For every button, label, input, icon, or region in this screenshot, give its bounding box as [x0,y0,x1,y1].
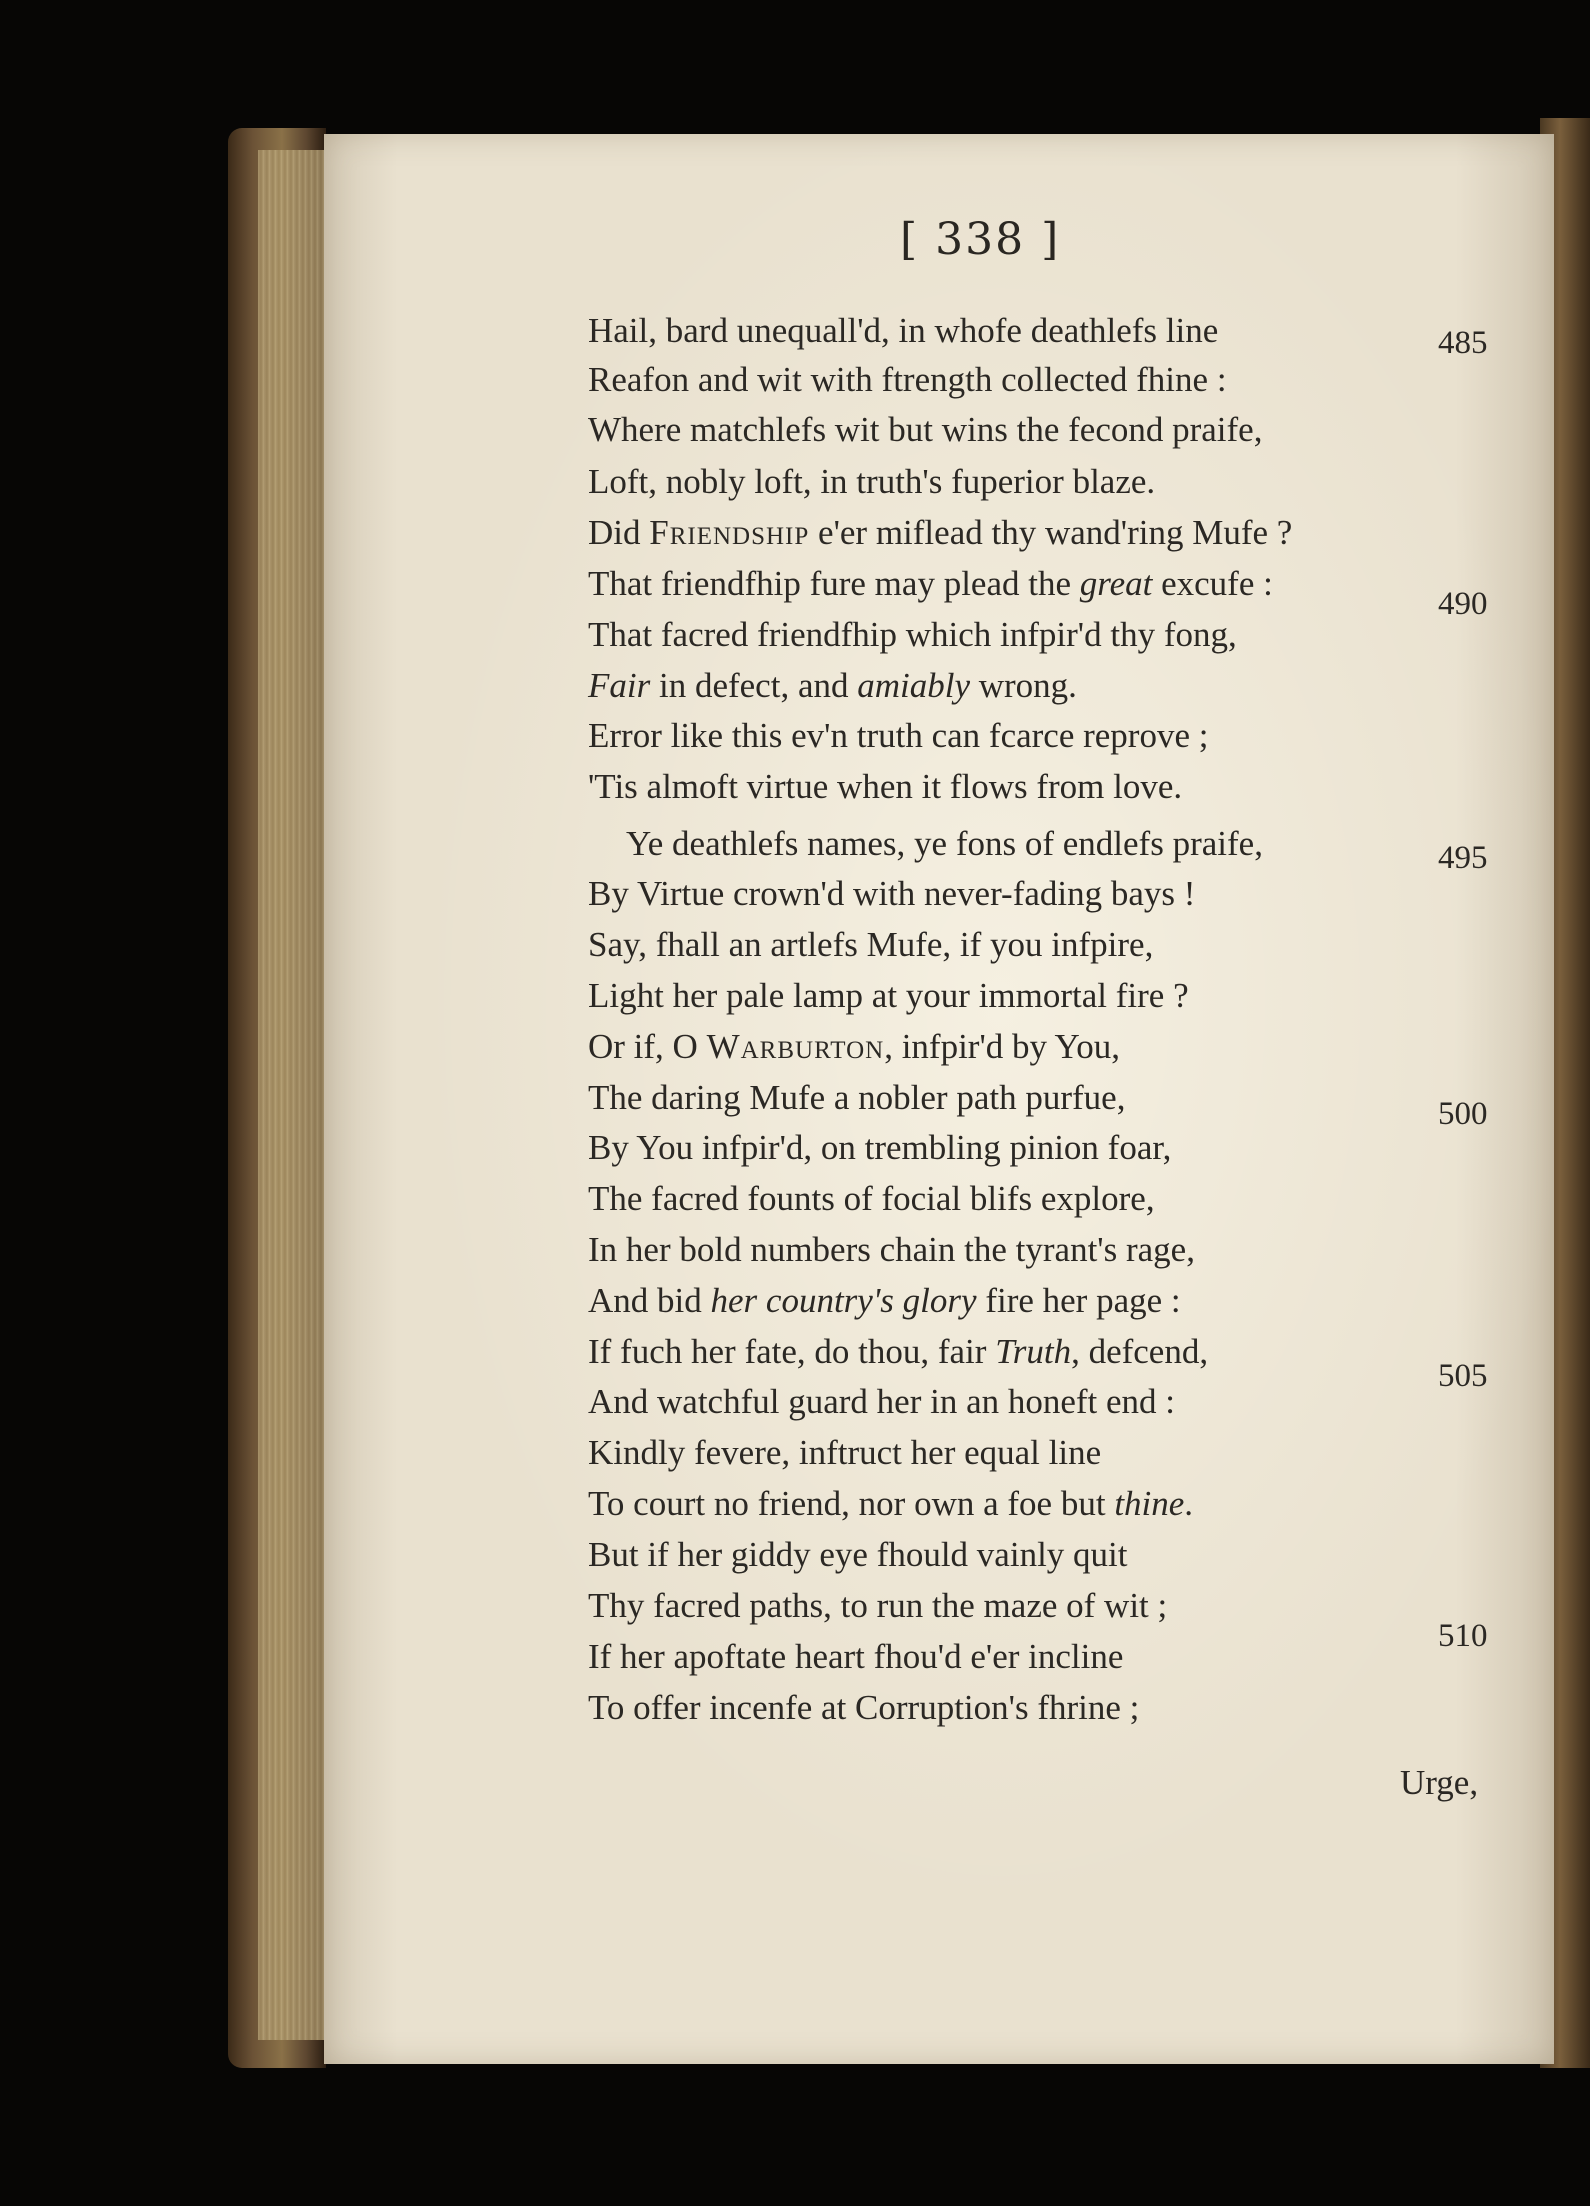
small-caps-name: Friendship [649,513,810,552]
italic-word: amiably [857,666,970,705]
italic-word: thine [1114,1484,1185,1523]
page-number-header: [ 338 ] [900,214,1061,265]
verse-line: Reafon and wit with ftrength collected fhine : [588,360,1227,399]
verse-line-stanza-start: Ye deathlefs names, ye fons of endlefs praife, [626,824,1263,863]
verse-line: Error like this ev'n truth can fcarce reprove ; [588,716,1209,755]
verse-line: By You infpir'd, on trembling pinion foar, [588,1128,1172,1167]
verse-line: 'Tis almoft virtue when it flows from love. [588,767,1183,806]
verse-line: To court no friend, nor own a foe but thine. [588,1484,1194,1523]
verse-line: By Virtue crown'd with never-fading bays ! [588,874,1196,913]
verse-line: Kindly fevere, inftruct her equal line [588,1433,1102,1472]
verse-line: If her apoftate heart fhou'd e'er incline [588,1637,1124,1676]
verse-line: Fair in defect, and amiably wrong. [588,666,1077,705]
verse-line: Hail, bard unequall'd, in whofe deathlefs line [588,311,1219,350]
verse-line: The facred founts of focial blifs explore, [588,1179,1155,1218]
line-number: 485 [1438,325,1488,361]
verse-line: Loft, nobly loft, in truth's fuperior blaze. [588,462,1156,501]
verse-line: Did Friendship e'er miflead thy wand'ring Mufe ? [588,513,1293,552]
verse-line: And bid her country's glory fire her page : [588,1281,1181,1320]
verse-line: If fuch her fate, do thou, fair Truth, defcend, [588,1332,1209,1371]
line-number: 495 [1438,840,1488,876]
verse-line: Say, fhall an artlefs Mufe, if you infpire, [588,925,1154,964]
verse-line: In her bold numbers chain the tyrant's rage, [588,1230,1195,1269]
verse-line: That friendfhip fure may plead the great excufe : [588,564,1273,603]
line-number: 500 [1438,1096,1488,1132]
small-caps-name: Warburton [706,1027,885,1066]
verse-line: Light her pale lamp at your immortal fire ? [588,976,1189,1015]
verse-line: But if her giddy eye fhould vainly quit [588,1535,1128,1574]
verse-line: To offer incenfe at Corruption's fhrine ; [588,1688,1140,1727]
italic-word: Truth [995,1332,1072,1371]
italic-word: Fair [588,666,651,705]
verse-line: The daring Mufe a nobler path purfue, [588,1078,1126,1117]
catchword: Urge, [1400,1763,1479,1802]
line-number: 510 [1438,1618,1488,1654]
verse-line: Or if, O Warburton, infpir'd by You, [588,1027,1120,1066]
line-number: 505 [1438,1358,1488,1394]
italic-phrase: her country's glory [710,1281,977,1320]
line-number: 490 [1438,586,1488,622]
page-edges [258,150,328,2040]
verse-line: Thy facred paths, to run the maze of wit ; [588,1586,1168,1625]
verse-line: And watchful guard her in an honeft end : [588,1382,1176,1421]
italic-word: great [1079,564,1153,603]
verse-line: That facred friendfhip which infpir'd thy fong, [588,615,1237,654]
verse-line: Where matchlefs wit but wins the fecond praife, [588,410,1263,449]
